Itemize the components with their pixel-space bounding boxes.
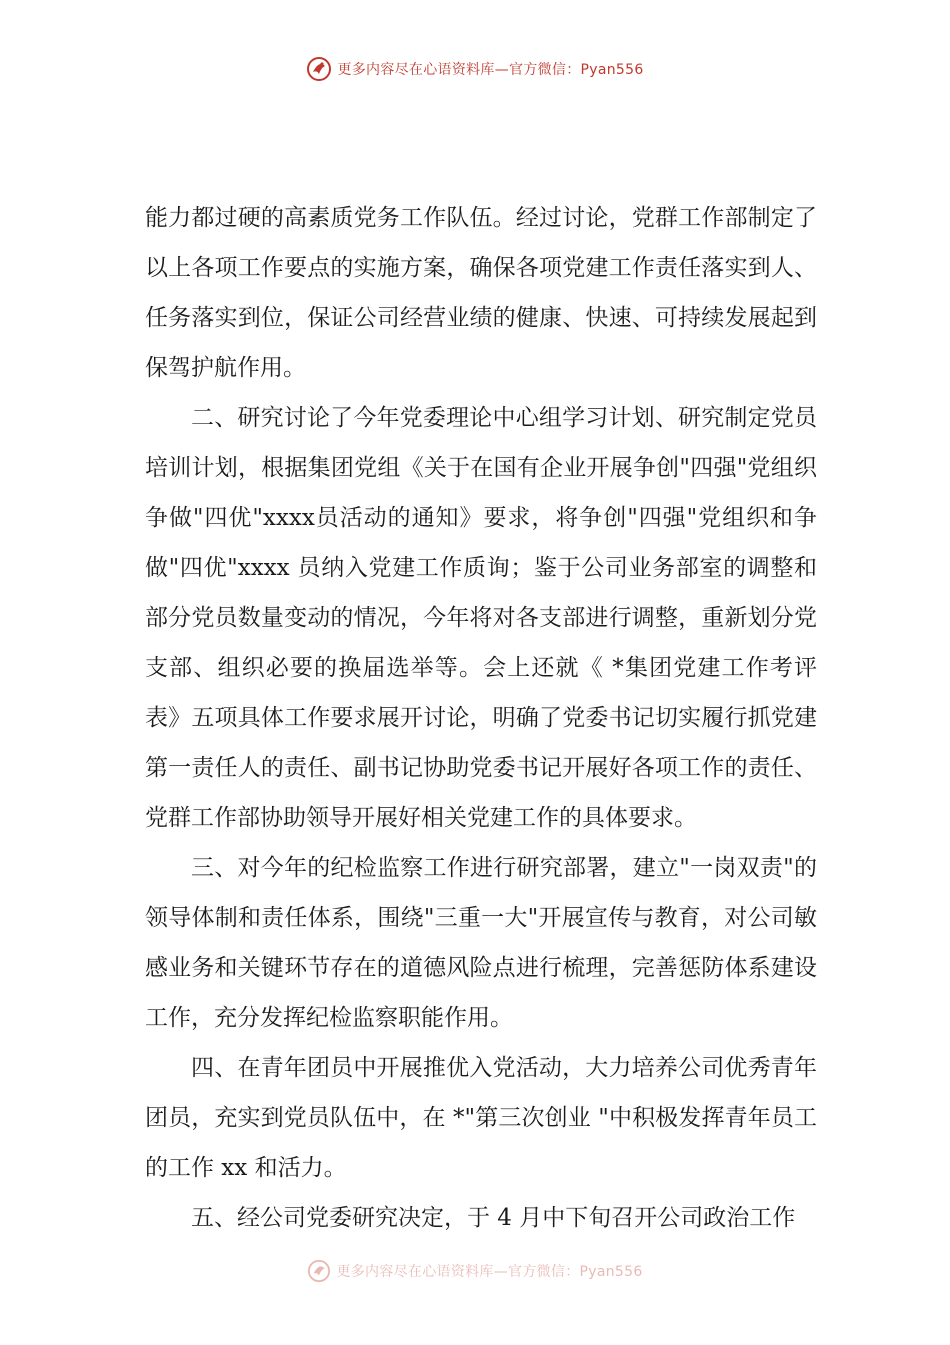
paragraph-continuation: 能力都过硬的高素质党务工作队伍。经过讨论，党群工作部制定了以上各项工作要点的实施方案，确保各项党建工作责任落实到人、任务落实到位，保证公司经营业绩的健康、快速、可持续发展起到保驾护航作用。 [145, 205, 817, 381]
paragraph-item-4: 四、在青年团员中开展推优入党活动，大力培养公司优秀青年团员，充实到党员队伍中，在 *"第三次创业 "中积极发挥青年员工的工作 xx 和活力。 [145, 1055, 817, 1181]
paragraph-item-5: 五、经公司党委研究决定，于 4 月中下旬召开公司政治工作 [191, 1205, 796, 1231]
header-watermark-text: 更多内容尽在心语资料库—官方微信：Pyan556 [337, 62, 644, 78]
document-body [145, 193, 817, 1243]
footer-logo-icon [307, 1259, 331, 1283]
logo-icon [306, 56, 332, 82]
paragraph-item-3: 三、对今年的纪检监察工作进行研究部署，建立"一岗双责"的领导体制和责任体系，围绕"三重一大"开展宣传与教育，对公司敏感业务和关键环节存在的道德风险点进行梳理，完善惩防体系建设工作，充分发挥纪检监察职能作用。 [145, 855, 817, 1031]
footer-watermark-text: 更多内容尽在心语资料库—官方微信：Pyan556 [336, 1264, 643, 1280]
header-watermark [0, 54, 950, 84]
paragraph-item-2: 二、研究讨论了今年党委理论中心组学习计划、研究制定党员培训计划，根据集团党组《关于在国有企业开展争创"四强"党组织争做"四优"xxxx员活动的通知》要求，将争创"四强"党组织和争做"四优"xxxx 员纳入党建工作质询；鉴于公司业务部室的调整和部分党员数量变动的情况，今年将对各支部进行调整，重新划分党支部、组织必要的换届选举等。会上还就《 *集团党建工作考评表》五项具体工作要求展开讨论，明确了党委书记切实履行抓党建第一责任人的责任、副书记协助党委书记开展好各项工作的责任、党群工作部协助领导开展好相关党建工作的具体要求。 [145, 405, 817, 831]
footer-watermark [0, 1256, 950, 1286]
